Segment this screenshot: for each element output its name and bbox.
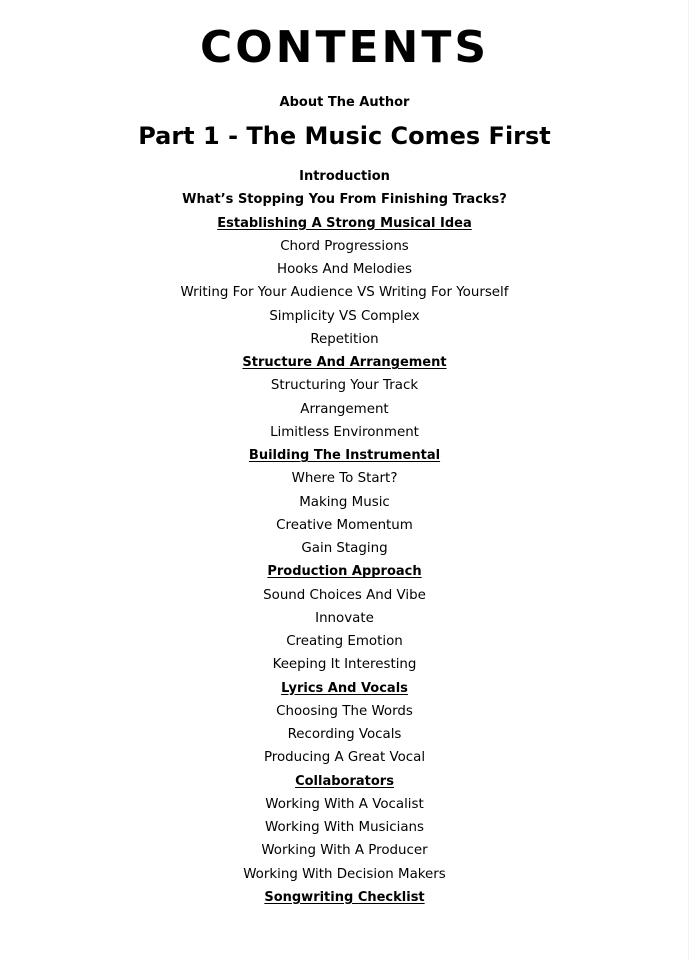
toc-entry <box>0 839 689 862</box>
toc-entry-label: Lyrics And Vocals <box>281 680 408 696</box>
toc-entry-label: Keeping It Interesting <box>272 657 417 673</box>
toc-entry <box>0 653 689 676</box>
toc-entry <box>0 305 689 328</box>
toc-entry-label: Sound Choices And Vibe <box>263 587 426 603</box>
toc-entry-label: Choosing The Words <box>276 703 413 719</box>
toc-entry-label: Structuring Your Track <box>270 378 419 394</box>
toc-entry-label: Building The Instrumental <box>248 448 441 463</box>
toc-entry <box>0 607 689 630</box>
toc-entry-label: Gain Staging <box>301 541 388 556</box>
toc-entry-label: Hooks And Melodies <box>277 262 412 277</box>
toc-intro-entry <box>0 165 689 188</box>
toc-entry-label: Repetition <box>310 331 379 347</box>
about-author-entry: About The Author <box>279 95 410 110</box>
toc-entry-label: Working With A Vocalist <box>265 796 424 812</box>
toc-entry <box>0 723 689 746</box>
toc-entry <box>0 514 689 537</box>
toc-entry-label: Production Approach <box>267 564 422 580</box>
toc-entry <box>0 398 689 421</box>
toc-entry-label: Structure And Arrangement <box>242 355 447 370</box>
toc-section-heading <box>0 770 689 793</box>
toc-entry <box>0 793 689 816</box>
toc-entry-label: Collaborators <box>295 773 394 789</box>
toc-entry-label: Establishing A Strong Musical Idea <box>217 215 472 231</box>
toc-entry-label: Writing For Your Audience VS Writing For Yourself <box>180 285 509 301</box>
part-heading: Part 1 - The Music Comes First <box>138 122 551 150</box>
toc-entry-label: Songwriting Checklist <box>264 889 425 905</box>
toc-entry <box>0 467 689 490</box>
toc-entry-label: Working With A Producer <box>261 843 428 859</box>
toc-entry <box>0 491 689 514</box>
toc-entry-label: Arrangement <box>300 401 389 417</box>
toc-entry-label: Creative Momentum <box>276 517 413 533</box>
toc-section-heading <box>0 212 689 235</box>
toc-entry-label: Creating Emotion <box>286 634 403 649</box>
toc-entry <box>0 746 689 769</box>
toc-entry-label: Innovate <box>315 610 374 626</box>
toc-entry-label: Recording Vocals <box>287 727 402 742</box>
table-of-contents <box>0 165 689 909</box>
toc-entry-label: Simplicity VS Complex <box>269 308 420 324</box>
toc-entry-label: Working With Musicians <box>264 820 425 835</box>
toc-entry-label: What’s Stopping You From Finishing Tracks? <box>182 192 507 208</box>
toc-section-heading <box>0 677 689 700</box>
toc-intro-entry <box>0 188 689 211</box>
toc-entry-label: Where To Start? <box>291 471 398 487</box>
toc-entry-label: Working With Decision Makers <box>243 866 446 882</box>
toc-entry <box>0 537 689 560</box>
toc-entry <box>0 281 689 304</box>
toc-entry <box>0 421 689 444</box>
toc-entry <box>0 816 689 839</box>
toc-entry-label: Limitless Environment <box>270 424 419 440</box>
toc-entry-label: Producing A Great Vocal <box>263 750 426 766</box>
toc-entry <box>0 584 689 607</box>
toc-entry <box>0 700 689 723</box>
toc-entry <box>0 328 689 351</box>
toc-entry-label: Chord Progressions <box>280 238 409 254</box>
toc-section-heading <box>0 886 689 909</box>
toc-entry-label: Making Music <box>299 494 390 510</box>
contents-title: CONTENTS <box>199 22 490 73</box>
toc-entry <box>0 863 689 886</box>
toc-entry-label: Introduction <box>299 169 390 184</box>
toc-entry <box>0 630 689 653</box>
toc-entry <box>0 235 689 258</box>
toc-entry <box>0 258 689 281</box>
toc-section-heading <box>0 351 689 374</box>
toc-entry <box>0 374 689 397</box>
toc-section-heading <box>0 444 689 467</box>
toc-section-heading <box>0 560 689 583</box>
